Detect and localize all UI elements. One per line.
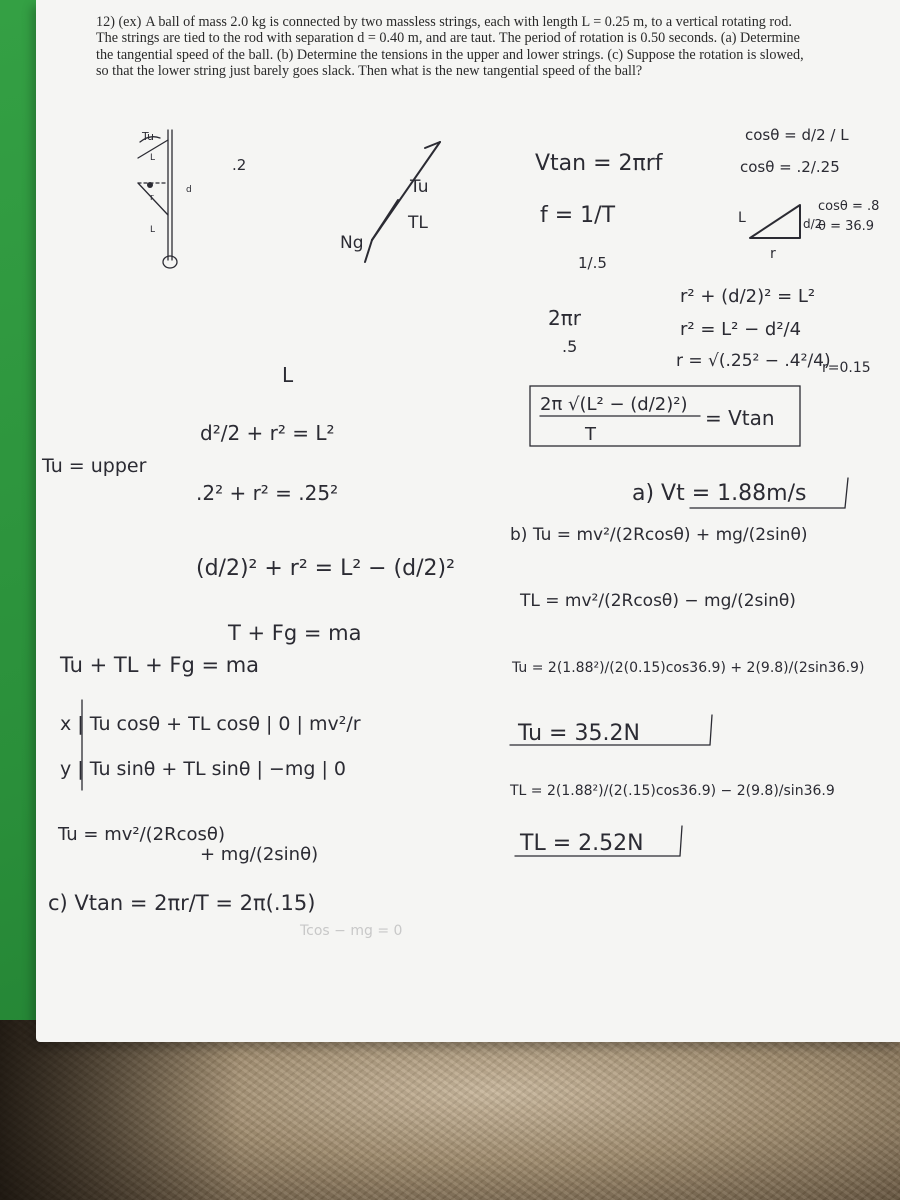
- vtan-formula: Vtan = 2πrf: [535, 151, 663, 176]
- boxed-vtan-numerator: 2π √(L² − (d/2)²): [540, 394, 688, 415]
- figure-label-r: r: [150, 193, 154, 203]
- force-matrix: [60, 700, 361, 790]
- answer-tl: [515, 826, 682, 856]
- figure-label-L: L: [150, 153, 156, 163]
- tl-vector: [372, 200, 398, 240]
- answer-tl-text: TL = 2.52N: [520, 831, 644, 856]
- answer-tu: [510, 715, 712, 746]
- theta-value: θ = 36.9: [818, 219, 875, 234]
- part-b-line-1: b) Tu = mv²/(2Rcosθ) + mg/(2sinθ): [510, 525, 808, 545]
- problem-figure: [138, 130, 192, 268]
- pythag-step-2: r² = L² − d²/4: [680, 319, 802, 340]
- frequency-eq: f = 1/T: [540, 203, 616, 228]
- note-point-2: .2: [232, 156, 247, 174]
- part-b-line-3: Tu = 2(1.88²)/(2(0.15)cos36.9) + 2(9.8)/(2sin36.9): [512, 660, 865, 676]
- fbd-label-tl: TL: [408, 213, 428, 233]
- faint-ghost-text: Tcos − mg = 0: [300, 923, 403, 939]
- over-point-5: .5: [562, 337, 578, 356]
- answer-tu-text: Tu = 35.2N: [518, 721, 640, 746]
- tu-formula-left: Tu = mv²/(2Rcosθ): [58, 824, 225, 845]
- right-triangle: [750, 205, 800, 238]
- fbd-label-mg: Ng: [340, 233, 364, 253]
- L-label: L: [282, 363, 294, 387]
- tu-formula-right: + mg/(2sinθ): [200, 844, 319, 865]
- part-b-line-4: TL = 2(1.88²)/(2(.15)cos36.9) − 2(9.8)/sin36.9: [510, 783, 835, 799]
- part-c-line: c) Vtan = 2πr/T = 2π(.15): [48, 891, 316, 915]
- triangle-label-L: L: [738, 210, 746, 226]
- force-eq-2: Tu + TL + Fg = ma: [60, 653, 260, 677]
- answer-a: [632, 478, 848, 508]
- problem-number: 12) (ex): [96, 14, 142, 30]
- pythag-step-1: r² + (d/2)² = L²: [680, 286, 816, 307]
- figure-label-tu: Tu: [142, 130, 155, 143]
- matrix-row-x: x | Tu cosθ + TL cosθ | 0 | mv²/r: [60, 713, 361, 735]
- free-body-diagram: [340, 142, 440, 262]
- d-r-L-eq: d²/2 + r² = L²: [200, 421, 335, 445]
- fbd-label-tu: Tu: [410, 177, 429, 197]
- pythag-step-3: r = √(.25² − .4²/4): [676, 351, 831, 371]
- cos-theta-values: cosθ = .2/.25: [740, 158, 840, 176]
- problem-text: A ball of mass 2.0 kg is connected by two massless strings, each with length L = 0.25 m, to a vertical rotating rod. The strings are tied to the rod with separation d = 0.40 m, and are taut. The period of rotation is 0.50 seconds. (a) Determine the tangential speed of the ball. (b) Determine the tensions in the upper and lower strings. (c) Suppose the rotation is slowed, so that the lower string just barely goes slack. Then what is the new tangential speed of the ball?: [96, 14, 804, 80]
- force-eq-1: T + Fg = ma: [228, 621, 362, 645]
- answer-a-text: a) Vt = 1.88m/s: [632, 481, 807, 506]
- boxed-vtan-rhs: = Vtan: [705, 406, 775, 430]
- ball: [147, 182, 153, 188]
- mg-vector: [365, 240, 372, 262]
- cos-theta-result: cosθ = .8: [818, 199, 880, 214]
- boxed-vtan: [530, 386, 800, 446]
- triangle-sketch: [738, 205, 822, 262]
- triangle-label-r: r: [770, 246, 776, 262]
- triangle-label-d2: d/2: [803, 217, 823, 231]
- cos-theta-def: cosθ = d/2 / L: [745, 126, 849, 144]
- boxed-vtan-denominator: T: [585, 424, 596, 445]
- squared-eq: (d/2)² + r² = L² − (d/2)²: [196, 556, 455, 581]
- frequency-fraction: 1/.5: [578, 254, 607, 272]
- rod-base: [163, 256, 177, 268]
- r-value: r=0.15: [822, 360, 871, 376]
- matrix-row-y: y | Tu sinθ + TL sinθ | −mg | 0: [60, 758, 346, 780]
- figure-label-L2: L: [150, 225, 156, 235]
- tu-upper-note: Tu = upper: [42, 455, 147, 477]
- figure-label-d: d: [186, 185, 192, 195]
- numeric-eq: .2² + r² = .25²: [196, 481, 339, 505]
- two-pi-r: 2πr: [548, 306, 581, 330]
- part-b-line-2: TL = mv²/(2Rcosθ) − mg/(2sinθ): [520, 591, 796, 611]
